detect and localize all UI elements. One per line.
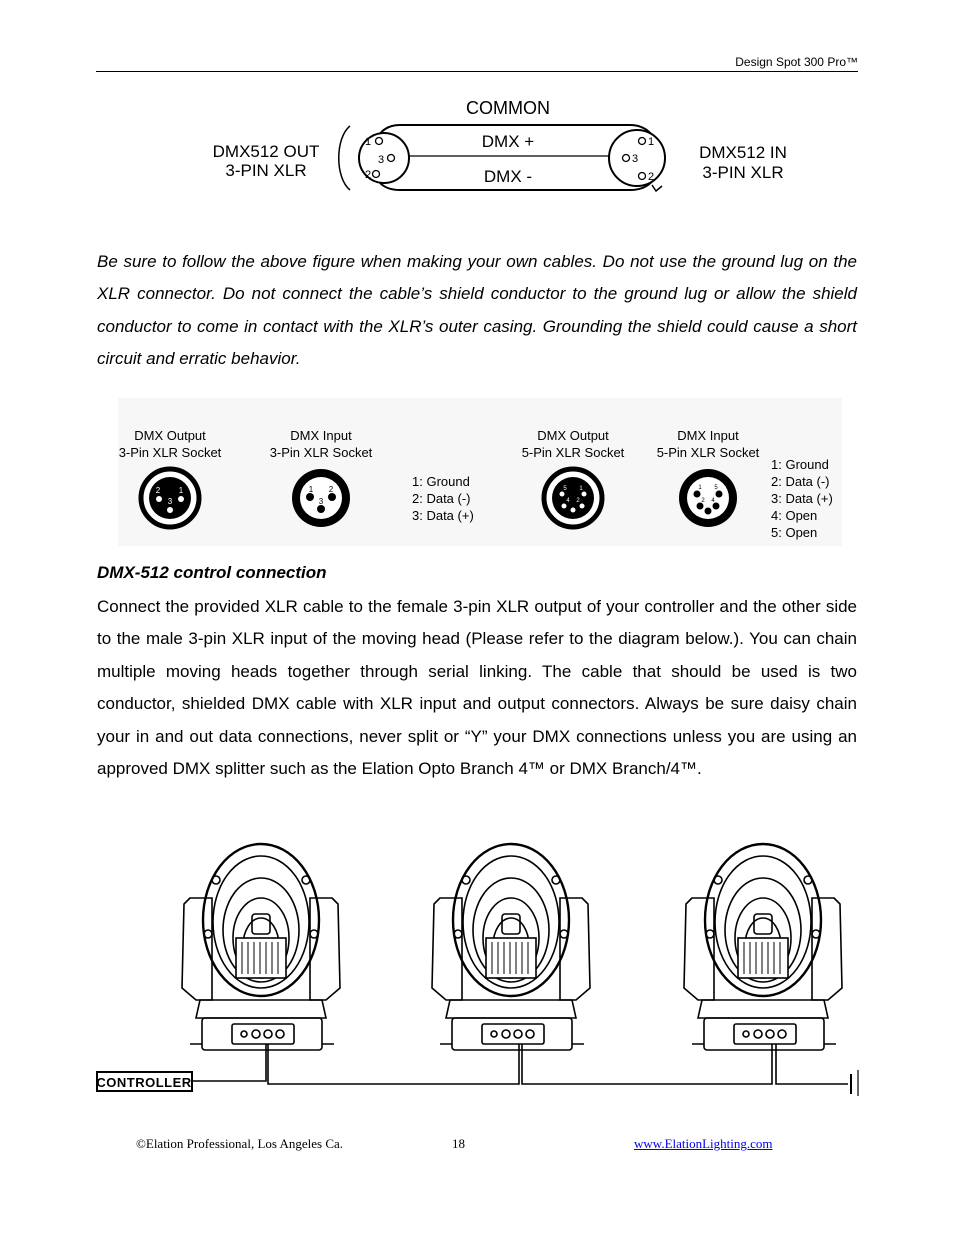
left-connector bbox=[339, 126, 350, 190]
controller-label: CONTROLLER bbox=[96, 1075, 192, 1090]
in5-title-1: DMX Input bbox=[677, 428, 739, 443]
in3-title-1: DMX Input bbox=[290, 428, 352, 443]
dmx-plus-label: DMX + bbox=[481, 132, 535, 151]
section-body: Connect the provided XLR cable to the female 3-pin XLR output of your controller and the other side to the male 3-pin XLR input of the moving head (Please refer to the diagram below.). You can chain multiple moving heads together through serial linking. The cable that should be used is two conductor, shielded DMX cable with XLR input and output connectors. Always be sure daisy chain your in and out data connections, never split or “Y” your DMX connections unless you are using an approved DMX splitter such as the Elation Opto Branch 4™ or DMX Branch/4™. bbox=[97, 597, 857, 779]
in5-pin-label-1: 1 bbox=[698, 485, 702, 491]
left-pin-2: 2 bbox=[365, 169, 372, 181]
dmx-out-type-label: 3-PIN XLR bbox=[225, 161, 307, 180]
warning-paragraph: Be sure to follow the above figure when making your own cables. Do not use the ground lug on the XLR connector. Do not connect the cable’s shield conductor to the ground lug or allow the shield conductor to come in contact with the XLR’s outer casing. Grounding the shield could cause a short circuit and erratic behavior. bbox=[97, 252, 857, 369]
out3-title-2: 3-Pin XLR Socket bbox=[118, 445, 222, 460]
dmx-in-type-label: 3-PIN XLR bbox=[702, 163, 784, 182]
socket-pinout-diagram bbox=[118, 398, 842, 551]
out5-pin-label-2: 2 bbox=[576, 498, 580, 504]
right-pin-2: 2 bbox=[648, 171, 655, 183]
cable-wiring-diagram bbox=[200, 90, 800, 205]
in5-pin-label-5: 5 bbox=[714, 485, 718, 491]
dmx-minus-label: DMX - bbox=[483, 167, 533, 186]
dmx-out-label: DMX512 OUT bbox=[212, 142, 320, 161]
left-pin-1: 1 bbox=[365, 136, 372, 148]
dmx-in-label: DMX512 IN bbox=[699, 143, 787, 162]
daisy-chain-diagram bbox=[96, 838, 860, 1103]
out5-pin-label-5: 5 bbox=[563, 486, 567, 492]
out3-pin-label-2: 2 bbox=[155, 486, 161, 495]
pins3-data-minus: 2: Data (-) bbox=[412, 491, 471, 506]
in5-title-2: 5-Pin XLR Socket bbox=[656, 445, 760, 460]
pins5-data-minus: 2: Data (-) bbox=[771, 474, 830, 489]
moving-head-fixture-3 bbox=[684, 844, 842, 1050]
out3-pin-label-3: 3 bbox=[167, 497, 173, 506]
pins3-ground: 1: Ground bbox=[412, 474, 470, 489]
in3-pin-label-1: 1 bbox=[308, 485, 314, 494]
website-link[interactable]: www.ElationLighting.com bbox=[634, 1136, 773, 1151]
out5-pin-label-1: 1 bbox=[579, 486, 583, 492]
out5-title-1: DMX Output bbox=[537, 428, 609, 443]
in3-pin-label-2: 2 bbox=[328, 485, 334, 494]
pins3-data-plus: 3: Data (+) bbox=[412, 508, 474, 523]
out3-pin-label-1: 1 bbox=[178, 486, 184, 495]
page-number: 18 bbox=[452, 1136, 465, 1151]
pins5-open-5: 5: Open bbox=[771, 525, 818, 540]
pins5-ground: 1: Ground bbox=[771, 457, 829, 472]
out5-title-2: 5-Pin XLR Socket bbox=[521, 445, 625, 460]
right-pin-1: 1 bbox=[648, 136, 655, 148]
moving-head-fixture-2 bbox=[432, 844, 590, 1050]
in5-pin-label-4: 4 bbox=[711, 498, 715, 504]
in3-pin-label-3: 3 bbox=[318, 497, 324, 506]
pins5-open-4: 4: Open bbox=[771, 508, 818, 523]
out3-title-1: DMX Output bbox=[134, 428, 206, 443]
in3-title-2: 3-Pin XLR Socket bbox=[269, 445, 373, 460]
moving-head-fixture-1 bbox=[182, 844, 340, 1050]
footer-copyright: ©Elation Professional, Los Angeles Ca. bbox=[136, 1136, 344, 1151]
in5-pin-label-2: 2 bbox=[701, 498, 705, 504]
common-label: COMMON bbox=[466, 98, 550, 118]
pins5-data-plus: 3: Data (+) bbox=[771, 491, 833, 506]
header-divider bbox=[96, 71, 858, 72]
left-pin-3: 3 bbox=[378, 154, 385, 166]
right-pin-3: 3 bbox=[632, 153, 639, 165]
header-title: Design Spot 300 Pro™ bbox=[735, 55, 858, 69]
out5-pin-label-4: 4 bbox=[566, 498, 570, 504]
section-heading: DMX-512 control connection bbox=[97, 563, 327, 582]
